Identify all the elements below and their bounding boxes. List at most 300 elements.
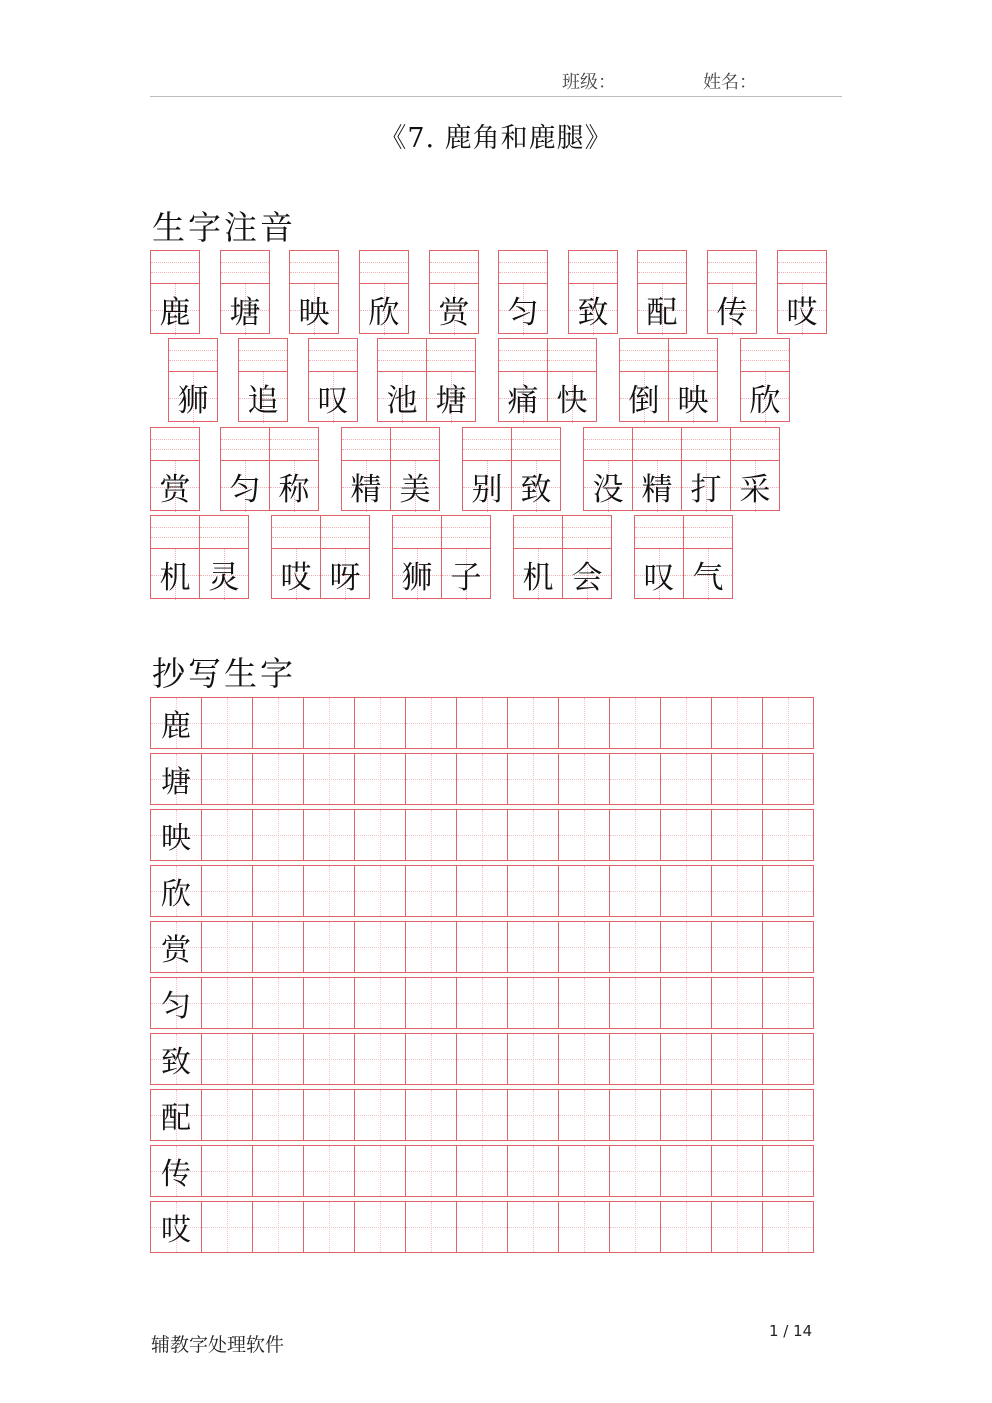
pinyin-writing-line[interactable] <box>499 339 547 372</box>
practice-cell[interactable] <box>252 1033 304 1085</box>
practice-cell[interactable] <box>456 1201 508 1253</box>
practice-cell[interactable] <box>507 1145 559 1197</box>
copy-row <box>150 865 813 917</box>
pinyin-word-group <box>150 515 249 599</box>
char-box <box>634 515 684 599</box>
practice-cell[interactable] <box>711 865 763 917</box>
practice-cell[interactable] <box>507 1089 559 1141</box>
practice-cell[interactable] <box>558 977 610 1029</box>
hanzi-character: 打 <box>690 472 722 508</box>
hanzi-character: 别 <box>471 472 503 508</box>
char-box <box>583 427 633 511</box>
practice-cell[interactable] <box>711 753 763 805</box>
practice-cell[interactable] <box>354 921 406 973</box>
model-character: 传 <box>161 1157 191 1192</box>
pinyin-writing-line[interactable] <box>669 339 717 372</box>
practice-cell[interactable] <box>660 977 712 1029</box>
practice-cell[interactable] <box>456 753 508 805</box>
copy-row <box>150 921 813 973</box>
practice-cell[interactable] <box>762 1201 814 1253</box>
char-box <box>441 515 491 599</box>
hanzi-character: 精 <box>350 472 382 508</box>
model-character: 赏 <box>161 933 191 968</box>
practice-cell[interactable] <box>456 1033 508 1085</box>
practice-cell[interactable] <box>354 753 406 805</box>
practice-cell[interactable] <box>558 1089 610 1141</box>
practice-cell[interactable] <box>609 977 661 1029</box>
practice-cell[interactable] <box>711 809 763 861</box>
practice-cell[interactable] <box>252 809 304 861</box>
pinyin-writing-line[interactable] <box>442 516 490 549</box>
char-box <box>359 250 409 334</box>
practice-cell[interactable] <box>201 921 253 973</box>
practice-cell[interactable] <box>405 1145 457 1197</box>
name-label: 姓名： <box>703 72 757 93</box>
char-box <box>568 250 618 334</box>
practice-cell[interactable] <box>456 1089 508 1141</box>
pinyin-word-group <box>271 515 370 599</box>
model-character: 匀 <box>161 989 191 1024</box>
practice-cell[interactable] <box>762 697 814 749</box>
practice-cell[interactable] <box>354 809 406 861</box>
char-box <box>429 250 479 334</box>
pinyin-writing-line[interactable] <box>391 428 439 461</box>
practice-cell[interactable] <box>609 1201 661 1253</box>
char-box <box>150 250 200 334</box>
practice-cell[interactable] <box>558 697 610 749</box>
pinyin-writing-line[interactable] <box>514 516 562 549</box>
hanzi-character: 欣 <box>368 295 400 331</box>
copy-row <box>150 697 813 749</box>
practice-cell[interactable] <box>660 809 712 861</box>
practice-cell[interactable] <box>201 1145 253 1197</box>
hanzi-character: 快 <box>556 383 588 419</box>
char-box <box>513 515 563 599</box>
practice-cell[interactable] <box>303 697 355 749</box>
pinyin-writing-line[interactable] <box>684 516 732 549</box>
pinyin-word-group <box>150 427 200 511</box>
copy-row <box>150 1145 813 1197</box>
pinyin-writing-line[interactable] <box>741 339 789 372</box>
char-box <box>462 427 512 511</box>
practice-cell[interactable] <box>354 1201 406 1253</box>
pinyin-word-group <box>498 338 597 422</box>
char-box <box>683 515 733 599</box>
pinyin-writing-line[interactable] <box>342 428 390 461</box>
pinyin-writing-line[interactable] <box>393 516 441 549</box>
model-character: 致 <box>161 1045 191 1080</box>
pinyin-writing-line[interactable] <box>221 251 269 284</box>
copy-row <box>150 1201 813 1253</box>
practice-cell[interactable] <box>303 753 355 805</box>
hanzi-character: 哎 <box>786 295 818 331</box>
pinyin-word-group <box>498 250 548 334</box>
practice-cell[interactable] <box>252 977 304 1029</box>
model-character-cell <box>150 753 202 805</box>
pinyin-writing-line[interactable] <box>151 251 199 284</box>
char-box <box>730 427 780 511</box>
practice-cell[interactable] <box>201 1201 253 1253</box>
pinyin-word-group <box>619 338 718 422</box>
practice-cell[interactable] <box>609 921 661 973</box>
char-box <box>341 427 391 511</box>
hanzi-character: 哎 <box>280 560 312 596</box>
model-character-cell <box>150 697 202 749</box>
pinyin-writing-line[interactable] <box>569 251 617 284</box>
copy-row <box>150 977 813 1029</box>
practice-cell[interactable] <box>405 753 457 805</box>
practice-cell[interactable] <box>558 1033 610 1085</box>
practice-cell[interactable] <box>762 1089 814 1141</box>
section-pinyin-heading: 生字注音 <box>152 208 296 247</box>
copy-row <box>150 753 813 805</box>
pinyin-writing-line[interactable] <box>708 251 756 284</box>
practice-cell[interactable] <box>762 753 814 805</box>
pinyin-writing-line[interactable] <box>430 251 478 284</box>
char-box <box>498 338 548 422</box>
pinyin-writing-line[interactable] <box>200 516 248 549</box>
pinyin-writing-line[interactable] <box>290 251 338 284</box>
practice-cell[interactable] <box>303 977 355 1029</box>
practice-cell[interactable] <box>507 809 559 861</box>
model-character: 欣 <box>161 877 191 912</box>
practice-cell[interactable] <box>252 1089 304 1141</box>
practice-cell[interactable] <box>711 977 763 1029</box>
practice-cell[interactable] <box>660 865 712 917</box>
pinyin-word-group <box>634 515 733 599</box>
practice-cell[interactable] <box>405 809 457 861</box>
char-box <box>377 338 427 422</box>
char-box <box>547 338 597 422</box>
practice-cell[interactable] <box>558 809 610 861</box>
hanzi-character: 叹 <box>317 383 349 419</box>
hanzi-character: 采 <box>739 472 771 508</box>
practice-cell[interactable] <box>303 921 355 973</box>
char-box <box>220 427 270 511</box>
char-box <box>562 515 612 599</box>
practice-cell[interactable] <box>252 1145 304 1197</box>
practice-cell[interactable] <box>201 697 253 749</box>
hanzi-character: 追 <box>247 383 279 419</box>
practice-cell[interactable] <box>456 697 508 749</box>
practice-cell[interactable] <box>609 809 661 861</box>
practice-cell[interactable] <box>303 809 355 861</box>
pinyin-writing-line[interactable] <box>427 339 475 372</box>
pinyin-writing-line[interactable] <box>633 428 681 461</box>
practice-cell[interactable] <box>660 753 712 805</box>
practice-cell[interactable] <box>558 865 610 917</box>
practice-cell[interactable] <box>405 921 457 973</box>
practice-cell[interactable] <box>456 1145 508 1197</box>
practice-cell[interactable] <box>456 809 508 861</box>
practice-cell[interactable] <box>762 809 814 861</box>
hanzi-character: 塘 <box>435 383 467 419</box>
pinyin-writing-line[interactable] <box>682 428 730 461</box>
char-box <box>426 338 476 422</box>
practice-cell[interactable] <box>507 1033 559 1085</box>
practice-cell[interactable] <box>507 1201 559 1253</box>
practice-cell[interactable] <box>762 1145 814 1197</box>
practice-cell[interactable] <box>507 977 559 1029</box>
practice-cell[interactable] <box>711 921 763 973</box>
model-character-cell <box>150 1033 202 1085</box>
practice-cell[interactable] <box>660 697 712 749</box>
hanzi-character: 传 <box>716 295 748 331</box>
practice-cell[interactable] <box>660 1033 712 1085</box>
practice-cell[interactable] <box>762 977 814 1029</box>
model-character: 鹿 <box>161 709 191 744</box>
pinyin-writing-line[interactable] <box>512 428 560 461</box>
hanzi-character: 映 <box>298 295 330 331</box>
char-box <box>308 338 358 422</box>
practice-cell[interactable] <box>201 1033 253 1085</box>
pinyin-word-group <box>359 250 409 334</box>
practice-cell[interactable] <box>660 1201 712 1253</box>
char-box <box>707 250 757 334</box>
model-character: 塘 <box>161 765 191 800</box>
char-box <box>777 250 827 334</box>
practice-cell[interactable] <box>456 865 508 917</box>
pinyin-writing-line[interactable] <box>151 516 199 549</box>
practice-cell[interactable] <box>609 697 661 749</box>
pinyin-word-group <box>462 427 561 511</box>
hanzi-character: 狮 <box>177 383 209 419</box>
copy-row <box>150 1089 813 1141</box>
practice-cell[interactable] <box>252 865 304 917</box>
practice-cell[interactable] <box>711 1089 763 1141</box>
practice-cell[interactable] <box>711 1201 763 1253</box>
practice-cell[interactable] <box>405 1033 457 1085</box>
practice-cell[interactable] <box>711 1033 763 1085</box>
practice-cell[interactable] <box>252 697 304 749</box>
practice-cell[interactable] <box>201 1089 253 1141</box>
practice-cell[interactable] <box>609 753 661 805</box>
pinyin-word-group <box>220 427 319 511</box>
practice-cell[interactable] <box>507 921 559 973</box>
model-character-cell <box>150 1089 202 1141</box>
model-character: 映 <box>161 821 191 856</box>
section-copy-heading: 抄写生字 <box>152 654 296 693</box>
practice-cell[interactable] <box>354 697 406 749</box>
pinyin-writing-line[interactable] <box>499 251 547 284</box>
pinyin-writing-line[interactable] <box>309 339 357 372</box>
pinyin-word-group <box>392 515 491 599</box>
hanzi-character: 痛 <box>507 383 539 419</box>
pinyin-word-group <box>740 338 790 422</box>
pinyin-writing-line[interactable] <box>778 251 826 284</box>
hanzi-character: 塘 <box>229 295 261 331</box>
pinyin-writing-line[interactable] <box>221 428 269 461</box>
char-box <box>220 250 270 334</box>
hanzi-character: 美 <box>399 472 431 508</box>
hanzi-character: 呀 <box>329 560 361 596</box>
model-character-cell <box>150 1201 202 1253</box>
page-title: 《7. 鹿角和鹿腿》 <box>379 123 613 154</box>
hanzi-character: 狮 <box>401 560 433 596</box>
model-character-cell <box>150 977 202 1029</box>
practice-cell[interactable] <box>405 865 457 917</box>
pinyin-writing-line[interactable] <box>169 339 217 372</box>
pinyin-writing-line[interactable] <box>563 516 611 549</box>
pinyin-word-group <box>168 338 218 422</box>
char-box <box>238 338 288 422</box>
pinyin-word-group <box>341 427 440 511</box>
pinyin-writing-line[interactable] <box>731 428 779 461</box>
char-box <box>681 427 731 511</box>
model-character-cell <box>150 1145 202 1197</box>
pinyin-word-group <box>583 427 780 511</box>
pinyin-writing-line[interactable] <box>321 516 369 549</box>
char-box <box>390 427 440 511</box>
char-box <box>498 250 548 334</box>
pinyin-word-group <box>513 515 612 599</box>
hanzi-character: 配 <box>646 295 678 331</box>
practice-cell[interactable] <box>762 921 814 973</box>
pinyin-writing-line[interactable] <box>620 339 668 372</box>
practice-cell[interactable] <box>762 865 814 917</box>
char-box <box>320 515 370 599</box>
practice-cell[interactable] <box>456 921 508 973</box>
practice-cell[interactable] <box>762 1033 814 1085</box>
practice-cell[interactable] <box>609 1033 661 1085</box>
practice-cell[interactable] <box>507 865 559 917</box>
header-divider <box>150 96 842 97</box>
model-character-cell <box>150 921 202 973</box>
pinyin-word-group <box>637 250 687 334</box>
hanzi-character: 气 <box>692 560 724 596</box>
practice-cell[interactable] <box>354 865 406 917</box>
practice-cell[interactable] <box>558 1145 610 1197</box>
hanzi-character: 倒 <box>628 383 660 419</box>
model-character: 配 <box>161 1101 191 1136</box>
practice-cell[interactable] <box>609 1145 661 1197</box>
pinyin-word-group <box>238 338 288 422</box>
practice-cell[interactable] <box>507 753 559 805</box>
pinyin-writing-line[interactable] <box>463 428 511 461</box>
practice-cell[interactable] <box>558 753 610 805</box>
practice-cell[interactable] <box>303 865 355 917</box>
practice-cell[interactable] <box>201 809 253 861</box>
practice-cell[interactable] <box>252 1201 304 1253</box>
hanzi-character: 致 <box>520 472 552 508</box>
hanzi-character: 称 <box>278 472 310 508</box>
pinyin-writing-line[interactable] <box>272 516 320 549</box>
char-box <box>289 250 339 334</box>
char-box <box>168 338 218 422</box>
pinyin-writing-line[interactable] <box>584 428 632 461</box>
pinyin-word-group <box>220 250 270 334</box>
practice-cell[interactable] <box>711 697 763 749</box>
hanzi-character: 欣 <box>749 383 781 419</box>
practice-cell[interactable] <box>201 977 253 1029</box>
pinyin-writing-line[interactable] <box>270 428 318 461</box>
model-character-cell <box>150 865 202 917</box>
pinyin-word-group <box>568 250 618 334</box>
practice-cell[interactable] <box>405 697 457 749</box>
char-box <box>392 515 442 599</box>
pinyin-writing-line[interactable] <box>239 339 287 372</box>
hanzi-character: 灵 <box>208 560 240 596</box>
char-box <box>150 427 200 511</box>
model-character-cell <box>150 809 202 861</box>
practice-cell[interactable] <box>303 1033 355 1085</box>
hanzi-character: 叹 <box>643 560 675 596</box>
hanzi-character: 匀 <box>229 472 261 508</box>
practice-cell[interactable] <box>201 865 253 917</box>
char-box <box>632 427 682 511</box>
practice-cell[interactable] <box>660 921 712 973</box>
practice-cell[interactable] <box>303 1089 355 1141</box>
practice-cell[interactable] <box>252 921 304 973</box>
hanzi-character: 映 <box>677 383 709 419</box>
practice-cell[interactable] <box>609 1089 661 1141</box>
hanzi-character: 池 <box>386 383 418 419</box>
char-box <box>199 515 249 599</box>
char-box <box>150 515 200 599</box>
footer-software-name: 辅教字处理软件 <box>151 1334 285 1356</box>
practice-cell[interactable] <box>405 977 457 1029</box>
pinyin-writing-line[interactable] <box>378 339 426 372</box>
practice-cell[interactable] <box>609 865 661 917</box>
practice-cell[interactable] <box>303 1145 355 1197</box>
copy-row <box>150 809 813 861</box>
pinyin-word-group <box>150 250 200 334</box>
practice-cell[interactable] <box>558 921 610 973</box>
practice-cell[interactable] <box>252 753 304 805</box>
practice-cell[interactable] <box>660 1089 712 1141</box>
hanzi-character: 匀 <box>507 295 539 331</box>
hanzi-character: 会 <box>571 560 603 596</box>
pinyin-word-group <box>429 250 479 334</box>
practice-cell[interactable] <box>354 1089 406 1141</box>
hanzi-character: 赏 <box>438 295 470 331</box>
pinyin-word-group <box>289 250 339 334</box>
pinyin-word-group <box>707 250 757 334</box>
pinyin-word-group <box>777 250 827 334</box>
practice-cell[interactable] <box>354 977 406 1029</box>
practice-cell[interactable] <box>660 1145 712 1197</box>
hanzi-character: 子 <box>450 560 482 596</box>
pinyin-writing-line[interactable] <box>360 251 408 284</box>
practice-cell[interactable] <box>711 1145 763 1197</box>
practice-cell[interactable] <box>354 1145 406 1197</box>
hanzi-character: 没 <box>592 472 624 508</box>
copy-row <box>150 1033 813 1085</box>
practice-cell[interactable] <box>354 1033 406 1085</box>
pinyin-writing-line[interactable] <box>548 339 596 372</box>
practice-cell[interactable] <box>405 1201 457 1253</box>
hanzi-character: 致 <box>577 295 609 331</box>
char-box <box>269 427 319 511</box>
pinyin-word-group <box>377 338 476 422</box>
pinyin-writing-line[interactable] <box>635 516 683 549</box>
hanzi-character: 机 <box>522 560 554 596</box>
model-character: 哎 <box>161 1213 191 1248</box>
practice-cell[interactable] <box>456 977 508 1029</box>
practice-cell[interactable] <box>201 753 253 805</box>
pinyin-writing-line[interactable] <box>151 428 199 461</box>
practice-cell[interactable] <box>507 697 559 749</box>
practice-cell[interactable] <box>303 1201 355 1253</box>
practice-cell[interactable] <box>405 1089 457 1141</box>
page-number: 1 / 14 <box>769 1322 813 1340</box>
practice-cell[interactable] <box>558 1201 610 1253</box>
hanzi-character: 精 <box>641 472 673 508</box>
hanzi-character: 机 <box>159 560 191 596</box>
char-box <box>511 427 561 511</box>
char-box <box>668 338 718 422</box>
pinyin-writing-line[interactable] <box>638 251 686 284</box>
